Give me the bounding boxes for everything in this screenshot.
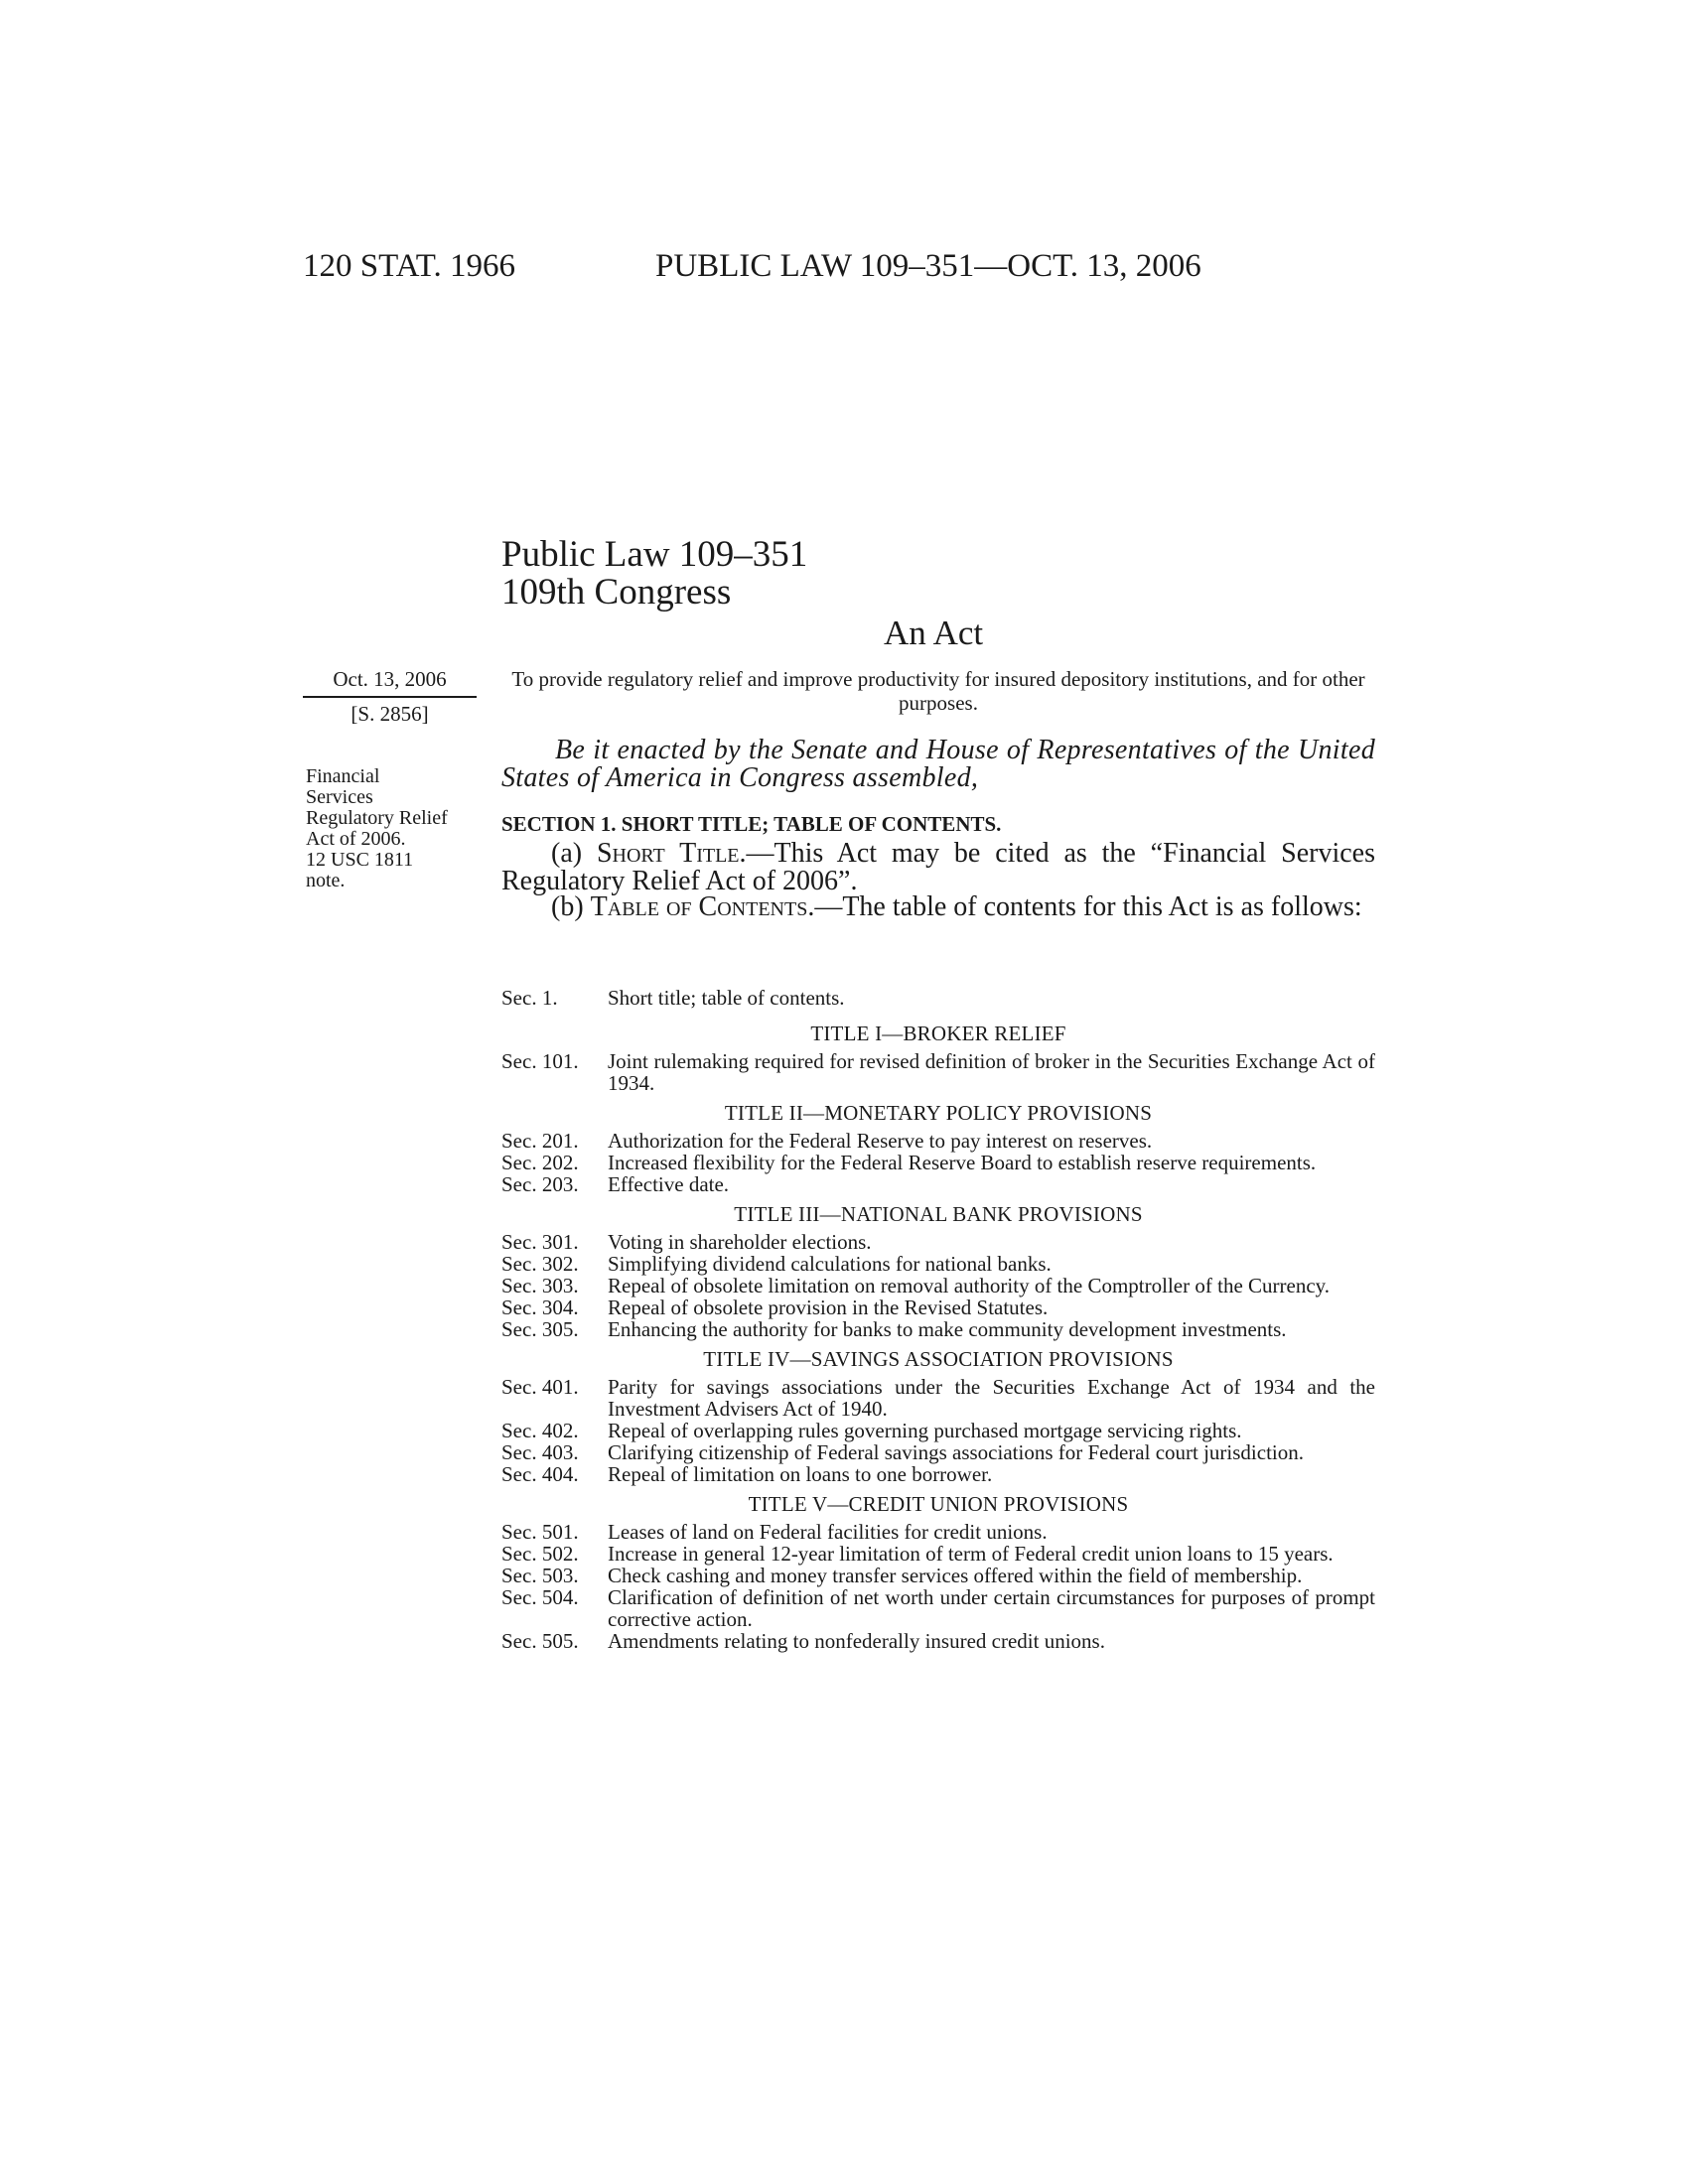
congress-number: 109th Congress xyxy=(501,572,732,613)
toc-section-number: Sec. 201. xyxy=(501,1129,579,1153)
toc-section-number: Sec. 202. xyxy=(501,1151,579,1174)
toc-section-title: Parity for savings associations under the Securities Exchange Act of 1934 and the Investment Advisers Act of 1940. xyxy=(608,1375,1375,1421)
toc-entry xyxy=(501,1463,1375,1485)
toc-title-heading: TITLE II—MONETARY POLICY PROVISIONS xyxy=(724,1101,1153,1125)
toc-section-number: Sec. 402. xyxy=(501,1419,579,1442)
toc-section-number: Sec. 305. xyxy=(501,1317,579,1341)
toc-section-title: Increase in general 12-year limitation of term of Federal credit union loans to 15 years. xyxy=(608,1542,1334,1566)
toc-section-number: Sec. 502. xyxy=(501,1542,579,1566)
toc-title-group xyxy=(501,1050,1375,1094)
margin-note-line: note. xyxy=(306,870,346,891)
margin-divider xyxy=(303,696,477,698)
toc-entry xyxy=(501,1376,1375,1420)
toc-entry xyxy=(501,1521,1375,1543)
toc-title-heading: TITLE V—CREDIT UNION PROVISIONS xyxy=(748,1492,1129,1516)
subsection-a-text: .—This Act may be cited as the “Financial Services Regulatory Relief Act of 2006”. xyxy=(501,838,1376,896)
toc-section-number: Sec. 401. xyxy=(501,1375,579,1399)
margin-date: Oct. 13, 2006 xyxy=(333,667,447,691)
toc-section-title: Enhancing the authority for banks to make community development investments. xyxy=(608,1317,1287,1341)
toc-entry xyxy=(501,1318,1375,1340)
act-purpose: To provide regulatory relief and improve productivity for insured depository institutions, and for other purposes. xyxy=(511,667,1365,715)
table-of-contents xyxy=(501,987,1375,1656)
toc-title-group xyxy=(501,1231,1375,1340)
section-heading: SECTION 1. SHORT TITLE; TABLE OF CONTENTS. xyxy=(501,812,1002,836)
subsection-a xyxy=(501,840,1375,895)
toc-section-title: Short title; table of contents. xyxy=(608,986,845,1010)
toc-entry xyxy=(501,1173,1375,1195)
toc-section-number: Sec. 302. xyxy=(501,1252,579,1276)
subsection-b-caption: Table of Contents xyxy=(590,891,808,922)
toc-section-title: Repeal of limitation on loans to one borrower. xyxy=(608,1462,993,1486)
public-law-number: Public Law 109–351 xyxy=(501,534,808,575)
toc-entry xyxy=(501,1130,1375,1152)
toc-section-number: Sec. 403. xyxy=(501,1440,579,1464)
margin-note-line: 12 USC 1811 xyxy=(306,849,414,871)
subsection-b-label: (b) xyxy=(551,891,591,922)
toc-entry xyxy=(501,1253,1375,1275)
toc-section-number: Sec. 101. xyxy=(501,1049,579,1073)
toc-title-heading: TITLE IV—SAVINGS ASSOCIATION PROVISIONS xyxy=(703,1347,1174,1371)
toc-section-number: Sec. 1. xyxy=(501,986,558,1010)
toc-section-title: Effective date. xyxy=(608,1172,730,1196)
toc-entry xyxy=(501,1420,1375,1441)
subsection-b-text: .—The table of contents for this Act is as follows: xyxy=(807,891,1362,922)
toc-section-title: Simplifying dividend calculations for national banks. xyxy=(608,1252,1052,1276)
toc-entry xyxy=(501,1275,1375,1297)
toc-section-title: Joint rulemaking required for revised definition of broker in the Securities Exchange Act of 1934. xyxy=(608,1049,1375,1095)
toc-section-number: Sec. 504. xyxy=(501,1585,579,1609)
toc-section-title: Clarifying citizenship of Federal savings associations for Federal court jurisdiction. xyxy=(608,1440,1304,1464)
subsection-a-label: (a) xyxy=(551,838,597,869)
toc-section-title: Increased flexibility for the Federal Reserve Board to establish reserve requirements. xyxy=(608,1151,1317,1174)
toc-section-title: Amendments relating to nonfederally insured credit unions. xyxy=(608,1629,1105,1653)
toc-entry xyxy=(501,1586,1375,1630)
toc-section-title: Repeal of obsolete provision in the Revised Statutes. xyxy=(608,1296,1049,1319)
toc-section-title: Voting in shareholder elections. xyxy=(608,1230,872,1254)
toc-section-number: Sec. 404. xyxy=(501,1462,579,1486)
subsection-a-caption: Short Title xyxy=(596,838,740,869)
toc-entry xyxy=(501,1050,1375,1094)
toc-entry xyxy=(501,1297,1375,1318)
toc-section-number: Sec. 505. xyxy=(501,1629,579,1653)
toc-entry xyxy=(501,987,1375,1009)
toc-title-heading: TITLE III—NATIONAL BANK PROVISIONS xyxy=(734,1202,1143,1226)
toc-title-heading: TITLE I—BROKER RELIEF xyxy=(810,1022,1066,1045)
statute-page-number: 120 STAT. 1966 xyxy=(303,248,516,284)
toc-entry xyxy=(501,1565,1375,1586)
margin-note xyxy=(306,766,485,891)
toc-section-number: Sec. 501. xyxy=(501,1520,579,1544)
toc-title-group xyxy=(501,1130,1375,1195)
toc-entry xyxy=(501,1152,1375,1173)
toc-section-title: Clarification of definition of net worth under certain circumstances for purposes of prompt corrective action. xyxy=(608,1585,1375,1631)
toc-section-number: Sec. 303. xyxy=(501,1274,579,1297)
running-head-title: PUBLIC LAW 109–351—OCT. 13, 2006 xyxy=(655,248,1201,284)
act-title: An Act xyxy=(884,614,984,652)
margin-note-line: Regulatory Relief xyxy=(306,807,448,829)
margin-bill-number: [S. 2856] xyxy=(351,702,429,726)
subsection-b xyxy=(501,893,1375,921)
toc-section-title: Repeal of overlapping rules governing purchased mortgage servicing rights. xyxy=(608,1419,1242,1442)
toc-entry xyxy=(501,1630,1375,1652)
toc-section-title: Leases of land on Federal facilities for credit unions. xyxy=(608,1520,1048,1544)
margin-note-line: Act of 2006. xyxy=(306,828,406,850)
toc-entry xyxy=(501,1441,1375,1463)
toc-entry xyxy=(501,1543,1375,1565)
toc-section-number: Sec. 301. xyxy=(501,1230,579,1254)
toc-section-number: Sec. 503. xyxy=(501,1564,579,1587)
enacting-clause: Be it enacted by the Senate and House of Representatives of the United States of America in Congress assembled, xyxy=(501,735,1375,793)
toc-entry xyxy=(501,1231,1375,1253)
toc-section-number: Sec. 203. xyxy=(501,1172,579,1196)
toc-section-title: Authorization for the Federal Reserve to pay interest on reserves. xyxy=(608,1129,1153,1153)
toc-title-group xyxy=(501,1376,1375,1485)
margin-note-line: Financial xyxy=(306,765,380,787)
margin-note-line: Services xyxy=(306,786,373,808)
toc-section-title: Repeal of obsolete limitation on removal authority of the Comptroller of the Currency. xyxy=(608,1274,1331,1297)
public-law-heading xyxy=(501,536,807,612)
toc-section-number: Sec. 304. xyxy=(501,1296,579,1319)
toc-section-title: Check cashing and money transfer services offered within the field of membership. xyxy=(608,1564,1303,1587)
toc-title-group xyxy=(501,1521,1375,1652)
